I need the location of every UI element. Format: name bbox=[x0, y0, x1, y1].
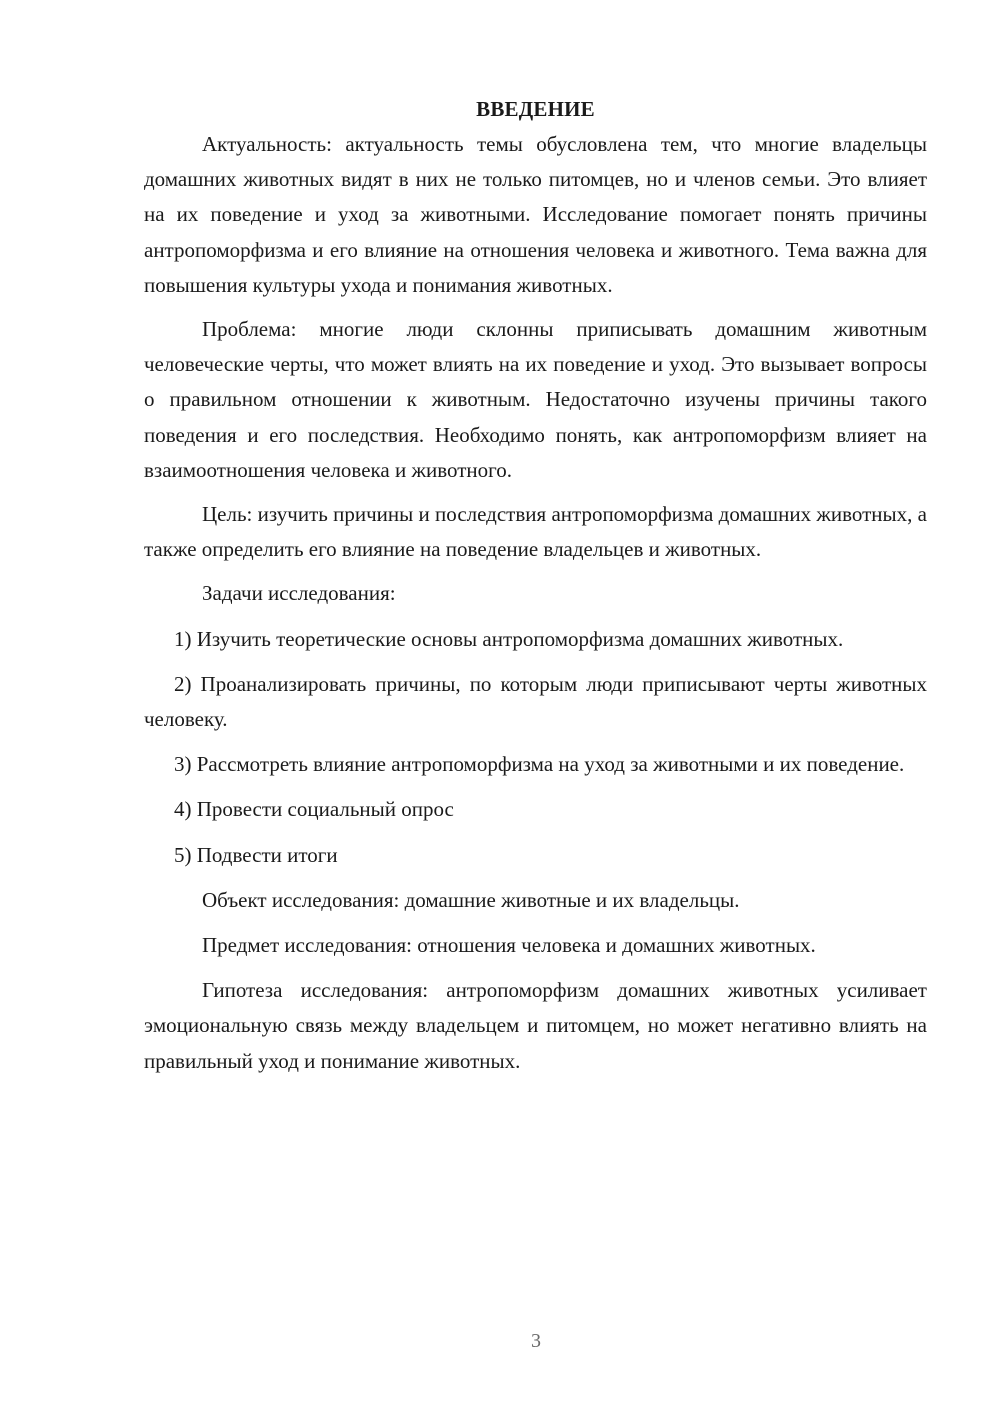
task-item-4: 4) Провести социальный опрос bbox=[174, 797, 454, 822]
tasks-heading: Задачи исследования: bbox=[202, 581, 396, 606]
problem-paragraph: Проблема: многие люди склонны приписывать домашним животным человеческие черты, что может влиять на их поведение и уход. Это вызывает вопросы о правильном отношении к животным. Недостаточно изучены причины такого поведения и его последствия. Необходимо понять, как антропоморфизм влияет на взаимоотношения человека и животного. bbox=[144, 317, 927, 482]
subject-paragraph: Предмет исследования: отношения человека и домашних животных. bbox=[202, 933, 816, 958]
document-page bbox=[144, 92, 927, 1088]
task-item-3: 3) Рассмотреть влияние антропоморфизма на уход за животными и их поведение. bbox=[174, 752, 905, 777]
relevance-paragraph: Актуальность: актуальность темы обусловлена тем, что многие владельцы домашних животных видят в них не только питомцев, но и членов семьи. Это влияет на их поведение и уход за животными. Исследование помогает понять причины антропоморфизма и его влияние на отношения человека и животного. Тема важна для повышения культуры ухода и понимания животных. bbox=[144, 132, 927, 297]
page-title: ВВЕДЕНИЕ bbox=[476, 97, 595, 121]
goal-paragraph: Цель: изучить причины и последствия антропоморфизма домашних животных, а также определить его влияние на поведение владельцев и животных. bbox=[144, 502, 927, 562]
task-item-1: 1) Изучить теоретические основы антропоморфизма домашних животных. bbox=[174, 626, 844, 651]
object-paragraph: Объект исследования: домашние животные и их владельцы. bbox=[202, 887, 740, 912]
task-item-2: 2) Проанализировать причины, по которым люди приписывают черты животных человеку. bbox=[144, 671, 927, 732]
task-item-5: 5) Подвести итоги bbox=[174, 842, 338, 867]
hypothesis-paragraph: Гипотеза исследования: антропоморфизм домашних животных усиливает эмоциональную связь между владельцем и питомцем, но может негативно влиять на правильный уход и понимание животных. bbox=[144, 978, 927, 1073]
page-number: 3 bbox=[531, 1330, 541, 1352]
